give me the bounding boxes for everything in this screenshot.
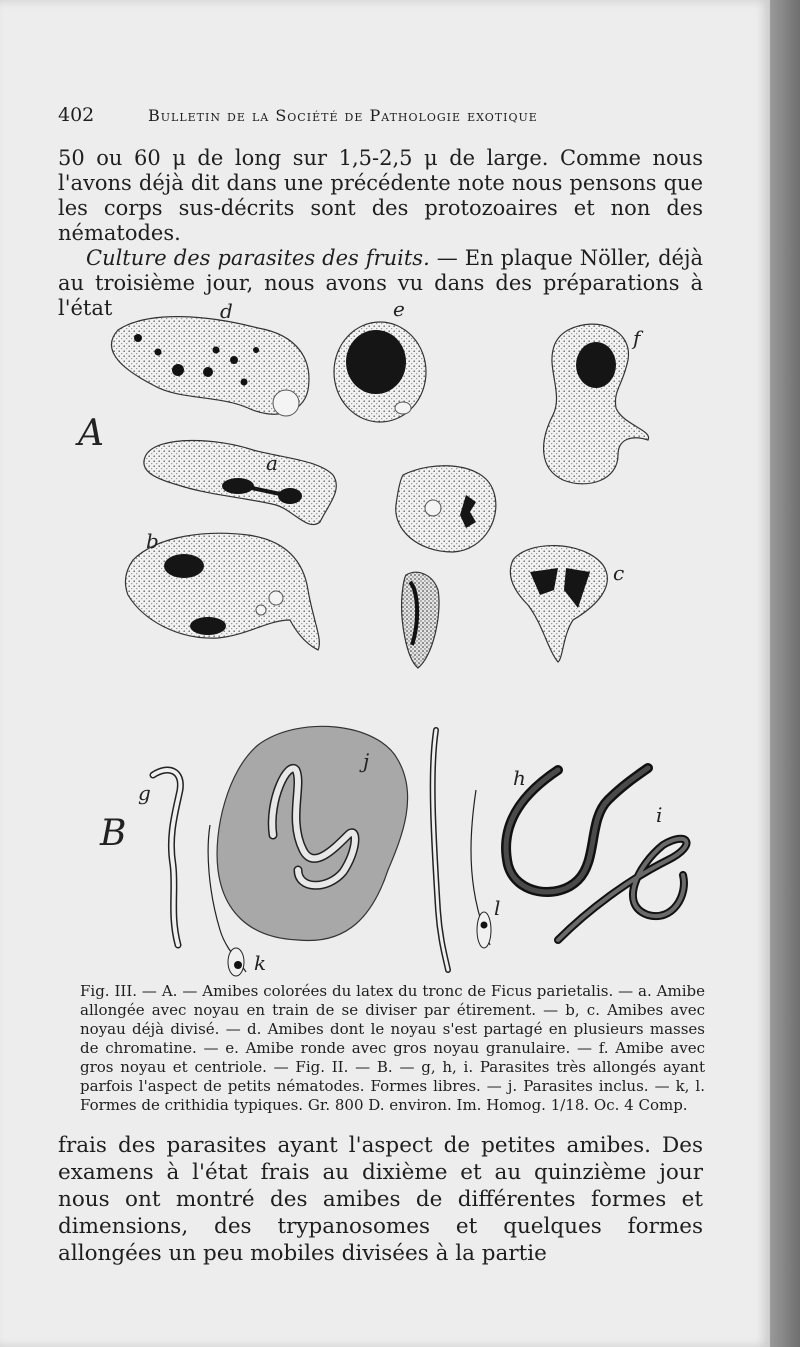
running-head: Bulletin de la Société de Pathologie exotique (148, 106, 538, 125)
label-g: g (138, 781, 151, 805)
caption-text: Fig. III. — A. — Amibes colorées du latex du tronc de Ficus parietalis. — a. Amibe allongée avec noyau en train de se diviser par étirement. — b, c. Amibes avec noyau déjà divisé. — d. Amibes dont le noyau s'est partagé en plusieurs masses de chromatine. — e. Amibe ronde avec gros noyau granulaire. — f. Amibe avec gros noyau et centriole. — Fig. II. — B. — g, h, i. Parasites très allongés ayant parfois l'aspect de petits nématodes. Formes libres. — j. Parasites inclus. — k, l. Formes de crithidia typiques. Gr. 800 D. environ. Im. Homog. 1/18. Oc. 4 Comp. (80, 982, 705, 1114)
amoeba-center (396, 466, 496, 552)
paragraph-bottom-text: frais des parasites ayant l'aspect de petites amibes. Des examens à l'état frais au dixième et au quinzième jour nous ont montré des amibes de différentes formes et dimensions, des trypanosomes et quelques formes allongées un peu mobiles divisées à la partie (58, 1133, 703, 1266)
label-j: j (363, 749, 370, 773)
label-k: k (254, 951, 267, 975)
amoeba-f (544, 324, 649, 484)
paragraph-top-text: 50 ou 60 μ de long sur 1,5-2,5 μ de large. Comme nous l'avons déjà dit dans une précédente note nous pensons que les corps sus-décrits sont des protozoaires et non des nématodes. (58, 146, 703, 245)
cell-j (217, 726, 408, 940)
label-e: e (393, 297, 405, 321)
page-header (58, 100, 658, 132)
label-b: b (146, 529, 159, 553)
figure-caption (80, 982, 705, 1115)
figure-drawing (58, 290, 718, 980)
culture-text: — En plaque Nöller, déjà au troisième jour, nous avons vu dans des préparations à l'état (58, 246, 703, 320)
label-c: c (613, 561, 625, 585)
page-edge (770, 0, 800, 1347)
label-h: h (513, 766, 526, 790)
amoeba-small (402, 572, 439, 668)
label-f: f (633, 326, 641, 350)
label-l: l (494, 896, 501, 920)
section-b-label: B (100, 813, 127, 854)
label-a: a (266, 451, 278, 475)
label-d: d (220, 299, 233, 323)
parasite-i (558, 803, 687, 940)
section-a-label: A (78, 413, 104, 454)
parasite-g (138, 770, 180, 945)
parasite-h (506, 766, 648, 892)
amoeba-e (334, 297, 426, 422)
amoeba-d (111, 299, 308, 416)
culture-heading: Culture des parasites des fruits. (86, 246, 430, 270)
figure-iii (58, 290, 718, 980)
parasite-slender (433, 730, 448, 970)
page-number: 402 (58, 104, 95, 126)
amoeba-b (126, 529, 320, 650)
paragraph-bottom (58, 1132, 703, 1267)
amoeba-c (510, 546, 624, 662)
amoeba-a (144, 440, 336, 524)
parasite-l (471, 790, 500, 948)
label-i: i (656, 803, 663, 827)
